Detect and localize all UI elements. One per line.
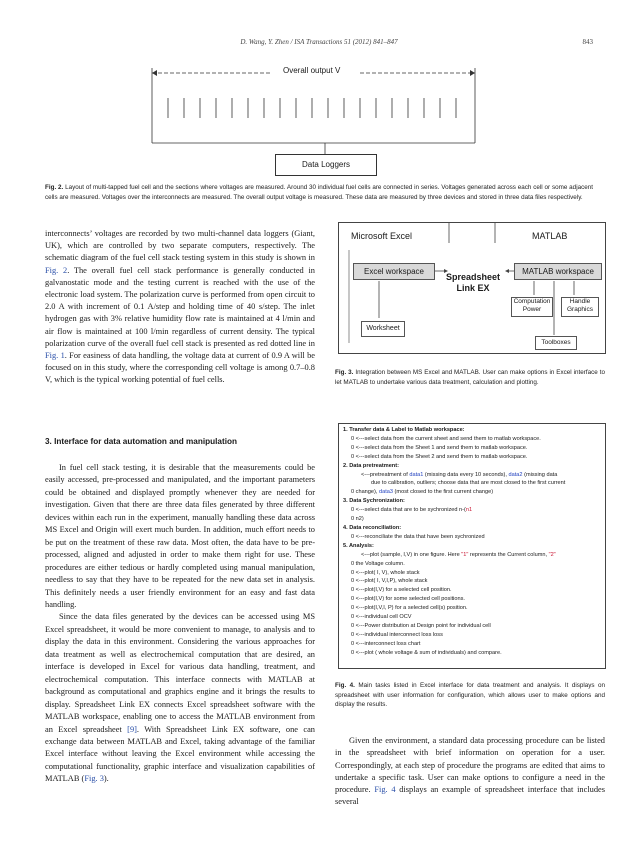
fig4-line-13: 0 <---plot( I, V,I,P), whole stack — [351, 578, 428, 585]
fig4-heading-4: 4. Data reconciliation: — [343, 524, 402, 531]
fig4-line-9: 0 <---reconciliate the data that have been sychronized — [351, 533, 485, 540]
fig4-line-18: 0 <---Power distribution at Design point for individual cell — [351, 622, 491, 629]
fig4-line-10a: <---plot (sample, I,V) in one figure. Here — [361, 551, 462, 558]
fig4-line-10 — [343, 551, 601, 560]
fig4-line-6c: (most closed to the first current change) — [393, 489, 494, 496]
fig4-line-10d: "2" — [548, 551, 556, 558]
page-number: 843 — [582, 38, 593, 46]
fig4-line-6 — [343, 488, 601, 497]
para1-text-a: interconnects’ voltages are recorded by two multi-channel data loggers (Giant, UK), which are controlled by two separate computers, respectively. The schematic diagram of the fuel cell stack testing system in this study is shown in — [45, 229, 315, 263]
para3-text-a: Since the data files generated by the devices can be accessed using MS Excel spreadsheet, it would be more convenient to manage, to analysis and to display the data in this environment. Considering the various approaches for data treatment as well as electrochemical computation that are desired, an interface is developed in Excel for various data handling, treatment, and electrochemical computation. This interface connects with MATLAB at background as computational and graphics engine and it brings the results to display. Spreadsheet Link EX connects Excel spreadsheet software with the MATLAB workspace, enabling one to access the MATLAB environment from an Excel spreadsheet — [45, 612, 315, 734]
fig3-handle-line2: Graphics — [566, 306, 593, 313]
fig2-overall-label: Overall output V — [280, 66, 343, 75]
para1-text-b: . The overall fuel cell stack performance is generally conducted in galvanostatic mode and the testing current is reached with the use of the electronic load system. The polarization curve is performed from open circuit to 2.0 A with increment of 0.1 A/step and holding time of 40 s/step. The inlet hydrogen gas with 3% relative humidity flow rate is maintained at 4 l/min and air flow is maintained at 100 l/min regardless of current density. The typical polarization curve of the overall fuel cell stack is presented as red dotted line in — [45, 265, 315, 348]
fig2-caption-text: Layout of multi-tapped fuel cell and the sections where voltages are measured. Around 30 individual fuel cells are connected in series. Voltages generated across each cell or some adjacent cells are measured. Voltages over the interconnects are measured. The overall output voltage is measured. These data are measured by three devices and stored in three data files respectively. — [45, 184, 593, 201]
fig4-heading-3: 3. Data Sychronization: — [343, 498, 405, 505]
fig4-caption-label: Fig. 4. — [335, 682, 355, 689]
section3-paragraph-1: In fuel cell stack testing, it is desirable that the measurements could be easily accessed, pre-processed and manipulated, and the important parameters could be obtained and displayed promptly whenever they are needed for investigation. Given that there are three data files generated by three different devices within each run in the experiment, manually handling these data across MS Excel and Origin will exert much burden. In addition, much effort needs to be put on the treatment of these raw data. Most often, the data have to be pre-processed, aligned and adjusted in order to make them right for use. These procedures are either tedious or hardly completed using manual manipulation, needless to say that they have to be repeated for the new data set in analysis. This definitely needs a user friendly environment for an easy and fast data handling. — [45, 463, 315, 609]
right-paragraph — [335, 735, 605, 809]
right-para-text-a: Given the environment, a standard data processing procedure can be listed in the spreadsheet with brief information on operation for a user. Correspondingly, at each step of procedure the programs are edited that aims to undertake a specific task. User can make options to configure a need in the procedure. — [335, 736, 605, 795]
fig4-line-3: 0 <---select data from the Sheet 2 and send them to matlab workspace. — [351, 453, 528, 460]
fig2-caption — [45, 183, 593, 202]
fig4-heading-1: 1. Transfer data & Label to Matlab workspace: — [343, 427, 465, 433]
fig3-worksheet: Worksheet — [361, 321, 405, 337]
fig4-line-7b: n1 — [465, 507, 473, 514]
fig4-line-4b: data1 — [409, 471, 424, 478]
ref-fig2-link[interactable]: Fig. 2 — [45, 265, 68, 275]
fig3-toolboxes: Toolboxes — [535, 336, 577, 350]
fig4-line-11: 0 the Voltage column. — [351, 560, 405, 567]
fig4-line-10c: represents the Current column, — [468, 551, 549, 558]
fig4-line-8: 0 n2) — [351, 516, 364, 523]
fig3-center-line1: Spreadsheet — [446, 272, 501, 282]
fig4-line-21: 0 <---plot ( whole voltage & sum of individuals) and compare. — [351, 649, 502, 656]
fig4-line-4d: data2 — [508, 471, 523, 478]
fig4-line-12: 0 <---plot( I, V), whole stack — [351, 569, 420, 576]
figure-3 — [338, 222, 606, 354]
para3-text-b: . With Spreadsheet Link EX software, one can exchange data between MATLAB and Excel, taking advantage of the familiar Excel interface without leaving the Excel environment while accessing the computational functionality, graphic interface and visualization capabilities of MATLAB ( — [45, 724, 315, 784]
fig3-caption — [335, 368, 605, 387]
fig4-line-4c: (missing data every 10 seconds), — [423, 471, 509, 478]
section3-paragraph-2 — [45, 611, 315, 785]
ref-fig4-link[interactable]: Fig. 4 — [374, 785, 396, 795]
figure-2 — [140, 58, 485, 178]
fig4-line-2: 0 <---select data from the Sheet 1 and send them to matlab workspace. — [351, 444, 528, 451]
fig4-line-4a: <---pretreatment of — [361, 471, 410, 478]
fig3-excel-workspace: Excel workspace — [353, 263, 435, 280]
fig4-line-20: 0 <---interconnect loss chart — [351, 640, 421, 647]
fig3-spreadsheet-link — [446, 272, 500, 294]
para3-text-c: ). — [103, 774, 109, 784]
right-para-text-b: displays an example of spreadsheet interface that includes several — [335, 785, 605, 807]
fig4-line-17: 0 <---individual cell OCV — [351, 614, 412, 621]
fig3-caption-label: Fig. 3. — [335, 369, 354, 376]
fig3-matlab-workspace: MATLAB workspace — [514, 263, 602, 280]
fig4-line-14: 0 <---plot(I,V) for a selected cell position. — [351, 587, 452, 594]
fig4-line-7 — [343, 506, 601, 515]
ref-fig1-link[interactable]: Fig. 1 — [45, 351, 65, 361]
running-title: D. Wang, Y. Zhen / ISA Transactions 51 (2012) 841–847 — [240, 38, 398, 46]
fig2-caption-label: Fig. 2. — [45, 184, 64, 191]
fig4-line-10b: "1" — [461, 551, 469, 558]
fig4-line-6a: 0 change), — [351, 489, 379, 496]
left-paragraph-1 — [45, 228, 315, 387]
section-heading: 3. Interface for data automation and manipulation — [45, 437, 237, 446]
ref-fig3-link[interactable]: Fig. 3 — [84, 774, 104, 784]
fig3-computation-line1: Computation — [513, 298, 551, 305]
para1-text-c: . For easiness of data handling, the voltage data at current of 0.9 A will be focused on in this study, where the corresponding cell voltage is among 0.7–0.8 V, which is the typical working potential of fuel cells. — [45, 351, 315, 385]
fig4-line-7a: 0 <---select data that are to be sychronized n-( — [351, 507, 466, 514]
ref-9-link[interactable]: [9] — [127, 724, 137, 734]
fig4-line-1: 0 <---select data from the current sheet and send them to matlab workspace. — [351, 435, 541, 442]
fig4-heading-5: 5. Analysis: — [343, 542, 374, 549]
fig4-caption-text: Main tasks listed in Excel interface for data treatment and analysis. It displays on spreadsheet with user information for configuration, which allows user to make options and display the results. — [335, 682, 606, 709]
fig3-center-line2: Link EX — [456, 283, 490, 293]
fig4-line-15: 0 <---plot(I,V) for some selected cell positions. — [351, 596, 465, 603]
fig4-heading-2: 2. Data pretreatment: — [343, 462, 399, 469]
fig3-excel-title: Microsoft Excel — [351, 231, 413, 241]
fig3-matlab-title: MATLAB — [532, 231, 568, 241]
fig3-computation-line2: Power — [522, 306, 542, 313]
fig4-line-5: due to calibration, outliers; choose data that are most closed to the first current — [371, 480, 566, 487]
left-paragraphs-section3 — [45, 462, 315, 786]
fig3-handle-line1: Handle — [569, 298, 591, 305]
fig4-caption — [335, 681, 605, 710]
fig4-line-4 — [343, 471, 601, 480]
fig4-line-16: 0 <---plot(I,V,I, P) for a selected cell(s) position. — [351, 605, 468, 612]
fig4-line-6b: data3 — [379, 489, 393, 496]
fig3-computation-power — [511, 297, 553, 317]
fig4-line-19: 0 <---individual interconnect loss loss — [351, 631, 443, 638]
fig4-line-4e: (missing data — [522, 471, 558, 478]
figure-4 — [338, 423, 606, 669]
fig2-data-loggers-box: Data Loggers — [275, 154, 377, 176]
fig3-handle-graphics — [561, 297, 599, 317]
fig3-caption-text: Integration between MS Excel and MATLAB. User can make options in Excel interface to let MATLAB to undertake various data treatment, calculation and plotting. — [335, 369, 606, 386]
